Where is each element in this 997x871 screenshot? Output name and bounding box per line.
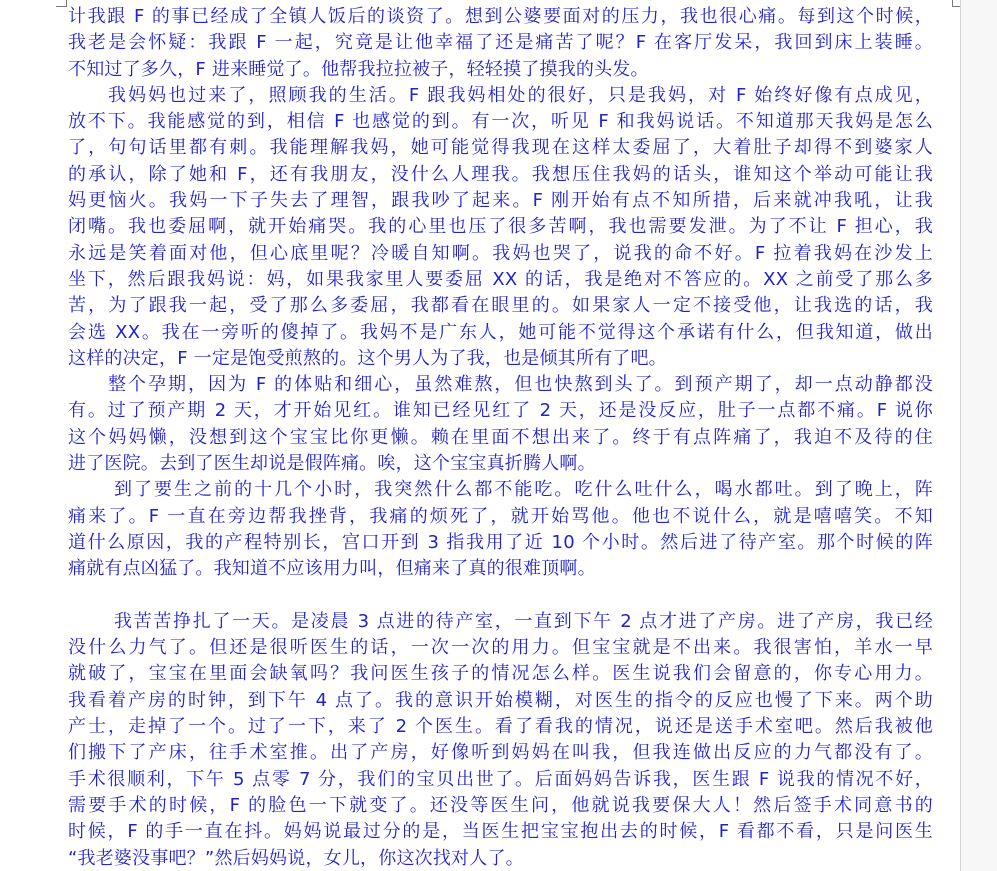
text-line: 的承认，除了她和 F，还有我朋友，没什么人理我。我想压住我妈的话头，谁知这个举动可能让我 <box>68 163 933 185</box>
paragraph-3 <box>68 372 933 477</box>
blank-line <box>68 583 933 609</box>
text-line: 进了医院。去到了医生却说是假阵痛。唉，这个宝宝真折腾人啊。 <box>68 453 596 475</box>
paragraph-2 <box>68 83 933 372</box>
text-line: 时候，F 的手一直在抖。妈妈说最过分的是，当医生把宝宝抱出去的时候，F 看都不看，只是问医生 <box>68 821 933 843</box>
text-line: 不知过了多久，F 进来睡觉了。他帮我拉拉被子，轻轻摸了摸我的头发。 <box>68 58 649 80</box>
text-line: 我苦苦挣扎了一天。是凌晨 3 点进的待产室，一直到下午 2 点才进了产房。进了产房，我已经 <box>114 610 933 632</box>
text-line: 会选 XX。我在一旁听的傻掉了。我妈不是广东人，她可能不觉得这个承诺有什么，但我知道，做出 <box>68 321 933 343</box>
text-line: 整个孕期，因为 F 的体贴和细心，虽然难熬，但也快熬到头了。到预产期了，却一点动静都没 <box>108 374 933 396</box>
text-line: 道什么原因，我的产程特别长，宫口开到 3 指我用了近 10 个小时。然后进了待产室。那个时候的阵 <box>68 531 933 553</box>
text-line: 放不下。我能感觉的到，相信 F 也感觉的到。有一次，听见 F 和我妈说话。不知道那天我妈是怎么 <box>68 111 933 133</box>
text-line: 苦，为了跟我一起，受了那么多委屈，我都看在眼里的。如果家人一定不接受他，让我选的话，我 <box>68 295 933 317</box>
text-line: 妈更恼火。我妈一下子失去了理智，跟我吵了起来。F 刚开始有点不知所措，后来就冲我吼，让我 <box>68 190 933 212</box>
paragraph-5 <box>68 609 933 871</box>
text-line: 这个妈妈懒，没想到这个宝宝比你更懒。赖在里面不想出来了。终于有点阵痛了，我迫不及待的住 <box>68 426 933 448</box>
document-body <box>68 4 933 871</box>
text-line: 们搬下了产床，往手术室推。出了产房，好像听到妈妈在叫我，但我连做出反应的力气都没有了。 <box>68 742 933 764</box>
text-line: 痛就有点凶猛了。我知道不应该用力叫，但痛来了真的很难顶啊。 <box>68 558 596 580</box>
text-line: 手术很顺利，下午 5 点零 7 分，我们的宝贝出世了。后面妈妈告诉我，医生跟 F 说我的情况不好， <box>68 768 933 790</box>
text-line: “我老婆没事吧？”然后妈妈说，女儿，你这次找对人了。 <box>68 847 524 869</box>
text-line: 我妈妈也过来了，照顾我的生活。F 跟我妈相处的很好，只是我妈，对 F 始终好像有点成见， <box>108 84 933 106</box>
text-line: 这样的决定，F 一定是饱受煎熬的。这个男人为了我，也是倾其所有了吧。 <box>68 347 667 369</box>
text-line: 需要手术的时候，F 的脸色一下就变了。还没等医生问，他就说我要保大人！然后签手术同意书的 <box>68 794 933 816</box>
paragraph-1 <box>68 4 933 83</box>
text-line: 计我跟 F 的事已经成了全镇人饭后的谈资了。想到公婆要面对的压力，我也很心痛。每到这个时候， <box>68 6 933 27</box>
text-line: 产士，走掉了一个。过了一下，来了 2 个医生。看了看我的情况，说还是送手术室吧。然后我被他 <box>68 716 933 738</box>
text-line: 我看着产房的时钟，到下午 4 点了。我的意识开始模糊，对医生的指令的反应也慢了下来。两个助 <box>68 689 933 711</box>
text-line: 就破了，宝宝在里面会缺氧吗？我问医生孩子的情况怎么样。医生说我们会留意的，你专心用力。 <box>68 663 933 685</box>
page-corner-mark-left <box>56 0 67 7</box>
text-line: 闭嘴。我也委屈啊，就开始痛哭。我的心里也压了很多苦啊，我也需要发泄。为了不让 F 担心，我 <box>68 216 933 238</box>
text-line: 坐下，然后跟我妈说：妈，如果我家里人要委屈 XX 的话，我是绝对不答应的。XX 之前受了那么多 <box>68 268 933 290</box>
text-line: 没什么力气了。但还是很听医生的话，一次一次的用力。但宝宝就是不出来。我很害怕，羊水一早 <box>68 637 933 659</box>
paragraph-4 <box>68 477 933 582</box>
text-line: 痛来了。F 一直在旁边帮我挫背，我痛的烦死了，就开始骂他。他也不说什么，就是嘻嘻笑。不知 <box>68 505 933 527</box>
text-line: 了，句句话里都有刺。我能理解我妈，她可能觉得我现在这样太委屈了，大着肚子却得不到婆家人 <box>68 137 933 159</box>
document-right-margin <box>960 0 997 871</box>
text-line: 到了要生之前的十几个小时，我突然什么都不能吃。吃什么吐什么，喝水都吐。到了晚上，阵 <box>114 479 933 501</box>
text-line: 我老是会怀疑：我跟 F 一起，究竟是让他幸福了还是痛苦了呢？F 在客厅发呆，我回到床上装睡。 <box>68 32 933 54</box>
text-line: 永远是笑着面对他，但心底里呢？冷暖自知啊。我妈也哭了，说我的命不好。F 拉着我妈在沙发上 <box>68 242 933 264</box>
text-line: 有。过了预产期 2 天，才开始见红。谁知已经见红了 2 天，还是没反应，肚子一点都不痛。F 说你 <box>68 400 933 422</box>
